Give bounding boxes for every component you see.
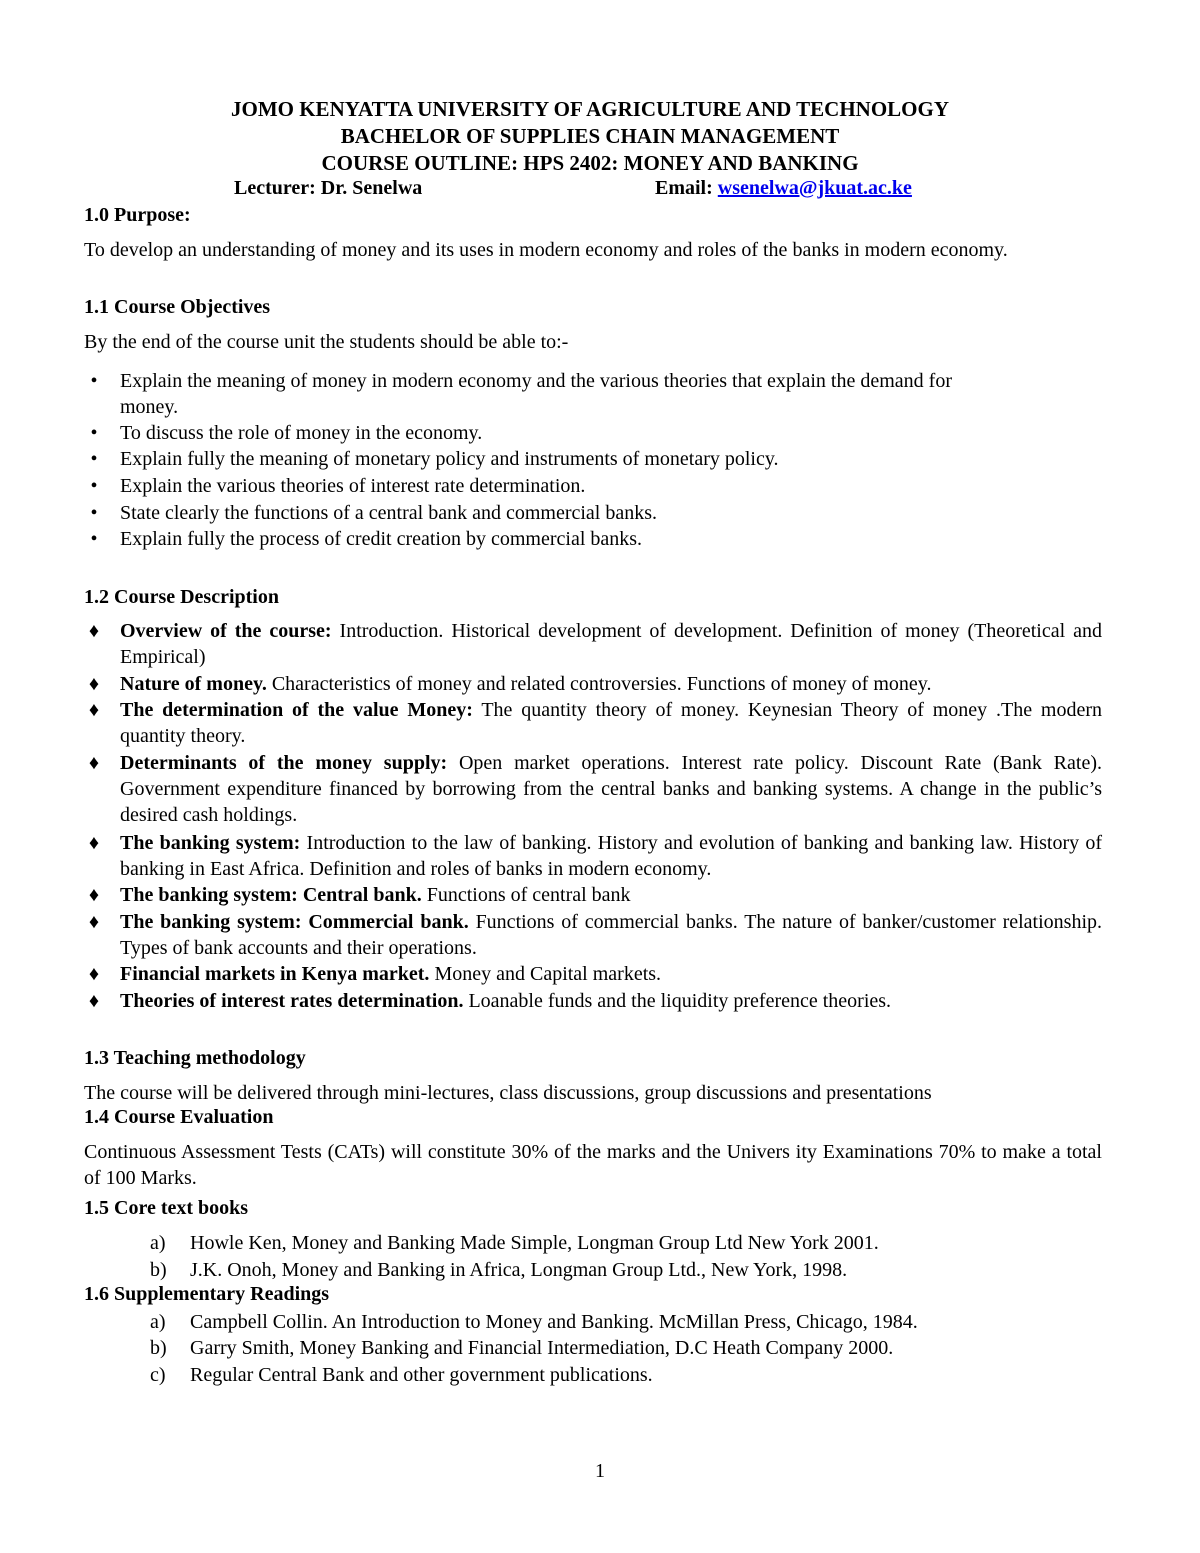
description-item-title: Theories of interest rates determination. (120, 990, 464, 1012)
objectives-heading: 1.1 Course Objectives (84, 296, 271, 318)
diamond-bullet-icon: ♦ (88, 832, 100, 854)
diamond-bullet-icon: ♦ (88, 699, 100, 721)
description-item-title: The banking system: Central bank. (120, 884, 422, 906)
purpose-heading: 1.0 Purpose: (84, 204, 191, 226)
email-link[interactable]: wsenelwa@jkuat.ac.ke (717, 177, 912, 199)
list-label: b) (150, 1337, 167, 1359)
diamond-bullet-icon: ♦ (88, 911, 100, 933)
diamond-bullet-icon: ♦ (88, 620, 100, 642)
description-item-title: The banking system: Commercial bank. (120, 911, 469, 933)
methodology-heading: 1.3 Teaching methodology (84, 1047, 306, 1069)
description-item-text: Money and Capital markets. (429, 963, 662, 985)
bullet-dot-icon: • (90, 475, 98, 497)
description-item-text: Loanable funds and the liquidity preference theories. (463, 990, 892, 1012)
description-item-title: Determinants of the money supply: (120, 752, 448, 774)
bullet-dot-icon: • (90, 528, 98, 550)
bullet-dot-icon: • (90, 422, 98, 444)
list-label: c) (150, 1364, 166, 1386)
description-item-title: The banking system: (120, 832, 301, 854)
list-label: a) (150, 1311, 166, 1333)
list-label: a) (150, 1232, 166, 1254)
description-item-title: Nature of money. (120, 673, 267, 695)
diamond-bullet-icon: ♦ (88, 963, 100, 985)
methodology-text: The course will be delivered through mini-lectures, class discussions, group discussions and presentations (84, 1082, 932, 1104)
list-text: J.K. Onoh, Money and Banking in Africa, Longman Group Ltd., New York, 1998. (190, 1259, 848, 1281)
diamond-bullet-icon: ♦ (88, 752, 100, 774)
lecturer-name: Lecturer: Dr. Senelwa (234, 177, 423, 199)
objective-text: To discuss the role of money in the economy. (120, 422, 483, 444)
objective-text: Explain fully the meaning of monetary policy and instruments of monetary policy. (120, 448, 779, 470)
course-outline-title: COURSE OUTLINE: HPS 2402: MONEY AND BANKING (321, 151, 859, 175)
diamond-bullet-icon: ♦ (88, 673, 100, 695)
description-item-text: Characteristics of money and related controversies. Functions of money of money. (266, 673, 932, 695)
description-item-title: Financial markets in Kenya market. (120, 963, 430, 985)
description-item-text: Introduction to the law of banking. History and evolution of banking and banking law. History of banking in East Africa. Definition and roles of banks in modern economy. (120, 832, 1102, 880)
supplementary-heading: 1.6 Supplementary Readings (84, 1283, 330, 1305)
degree-title: BACHELOR OF SUPPLIES CHAIN MANAGEMENT (340, 124, 840, 148)
diamond-bullet-icon: ♦ (88, 884, 100, 906)
objective-text: Explain the meaning of money in modern economy and the various theories that explain the demand for money. (120, 370, 952, 418)
list-text: Campbell Collin. An Introduction to Money and Banking. McMillan Press, Chicago, 1984. (190, 1311, 918, 1333)
list-text: Howle Ken, Money and Banking Made Simple, Longman Group Ltd New York 2001. (190, 1232, 879, 1254)
bullet-dot-icon: • (90, 448, 98, 470)
description-item-text: Functions of commercial banks. The nature of banker/customer relationship. Types of bank accounts and their operations. (120, 911, 1103, 959)
email-line (655, 177, 912, 200)
evaluation-text: Continuous Assessment Tests (CATs) will constitute 30% of the marks and the Univers ity Examinations 70% to make a total of 100 Marks. (84, 1141, 1102, 1189)
list-text: Garry Smith, Money Banking and Financial Intermediation, D.C Heath Company 2000. (190, 1337, 894, 1359)
objective-text: State clearly the functions of a central bank and commercial banks. (120, 502, 658, 524)
list-text: Regular Central Bank and other government publications. (190, 1364, 653, 1386)
core-books-heading: 1.5 Core text books (84, 1197, 249, 1219)
description-heading: 1.2 Course Description (84, 586, 279, 608)
description-item-text: The quantity theory of money. Keynesian Theory of money .The modern quantity theory. (120, 699, 1102, 747)
bullet-dot-icon: • (90, 502, 98, 524)
purpose-text: To develop an understanding of money and its uses in modern economy and roles of the banks in modern economy. (84, 239, 1008, 261)
objectives-intro: By the end of the course unit the students should be able to:- (84, 331, 569, 353)
email-label: Email: (655, 177, 713, 199)
description-item-title: Overview of the course: (120, 620, 332, 642)
description-item-text: Functions of central bank (421, 884, 631, 906)
university-title: JOMO KENYATTA UNIVERSITY OF AGRICULTURE AND TECHNOLOGY (230, 97, 950, 121)
list-label: b) (150, 1259, 167, 1281)
description-item-text: Introduction. Historical development of development. Definition of money (Theoretical and Empirical) (120, 620, 1102, 668)
objective-text: Explain the various theories of interest rate determination. (120, 475, 586, 497)
bullet-dot-icon: • (90, 370, 98, 392)
diamond-bullet-icon: ♦ (88, 990, 100, 1012)
page-number: 1 (595, 1460, 605, 1482)
description-item-text: Open market operations. Interest rate policy. Discount Rate (Bank Rate). Government expenditure financed by borrowing from the central banks and banking systems. A change in the public’s desired cash holdings. (120, 752, 1102, 826)
description-item-title: The determination of the value Money: (120, 699, 473, 721)
evaluation-heading: 1.4 Course Evaluation (84, 1106, 274, 1128)
objective-text: Explain fully the process of credit creation by commercial banks. (120, 528, 643, 550)
